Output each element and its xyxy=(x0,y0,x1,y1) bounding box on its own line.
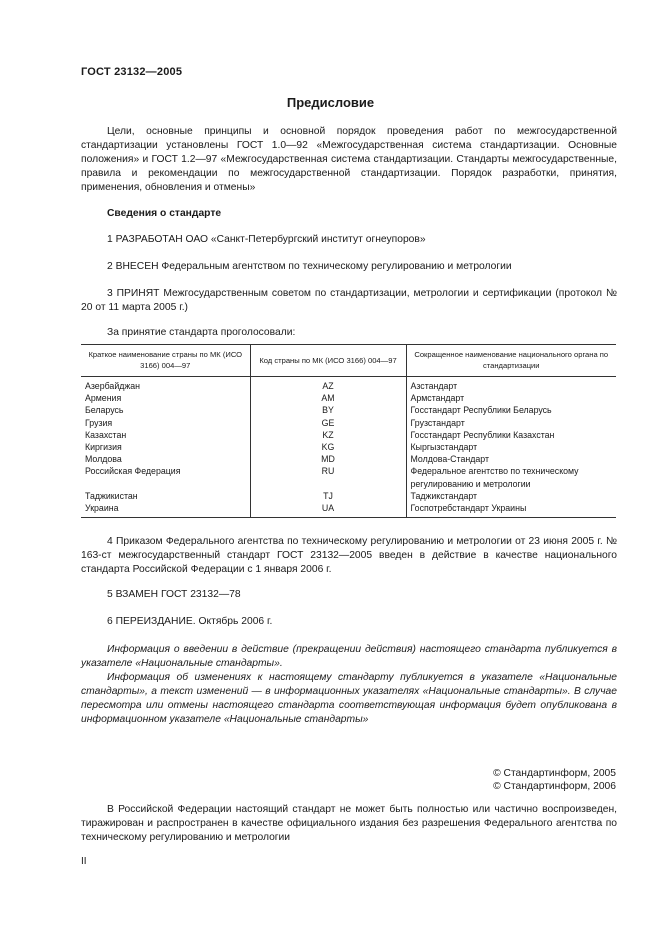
country-code: TJ xyxy=(250,490,406,502)
standards-body: Федеральное агентство по техническому регулированию и метрологии xyxy=(406,465,616,489)
standards-body: Молдова-Стандарт xyxy=(406,453,616,465)
table-header-row xyxy=(81,345,616,377)
table-row xyxy=(81,465,616,489)
header-country-code: Код страны по МК (ИСО 3166) 004—97 xyxy=(250,345,406,377)
standard-info-heading: Сведения о стандарте xyxy=(107,208,222,219)
info-item-order: 4 Приказом Федерального агентства по техническому регулированию и метрологии от 23 июня 2005 г. № 163-ст межгосударственный стандарт ГОСТ 23132—2005 введен в действие в качестве национального стандарта Российской Федерации с 1 января 2006 г. xyxy=(81,536,617,575)
note-amendments-info: Информация об изменениях к настоящему стандарту публикуется в указателе «Национальные стандарты», а текст изменений — в информационных указателях «Национальные стандарты». В случае пересмотра или отмены настоящего стандарта соответствующая информация будет опубликована в информационном указателе «Национальные стандарты» xyxy=(81,672,617,725)
standards-body: Госстандарт Республики Беларусь xyxy=(406,404,616,416)
country-name: Молдова xyxy=(85,454,122,465)
country-name: Киргизия xyxy=(85,442,122,453)
country-code: MD xyxy=(250,453,406,465)
table-row xyxy=(81,490,616,502)
table-row xyxy=(81,377,616,393)
table-row xyxy=(81,404,616,416)
country-code: AZ xyxy=(250,377,406,393)
country-name: Российская Федерация xyxy=(85,466,181,477)
country-code: BY xyxy=(250,404,406,416)
table-row xyxy=(81,392,616,404)
voting-table xyxy=(81,344,616,518)
header-country-name: Краткое наименование страны по МК (ИСО 3166) 004—97 xyxy=(81,345,250,377)
standards-body: Госпотребстандарт Украины xyxy=(406,502,616,518)
standards-body: Госстандарт Республики Казахстан xyxy=(406,429,616,441)
document-code-header: ГОСТ 23132—2005 xyxy=(81,66,183,78)
page-number: II xyxy=(81,856,87,867)
country-name: Таджикистан xyxy=(85,490,138,501)
standards-body: Грузстандарт xyxy=(406,417,616,429)
copyright-2006: © Стандартинформ, 2006 xyxy=(493,781,616,792)
table-row xyxy=(81,502,616,518)
standards-body: Азстандарт xyxy=(406,377,616,393)
standards-body: Таджикстандарт xyxy=(406,490,616,502)
country-name: Армения xyxy=(85,393,122,404)
note-introduction-info: Информация о введении в действие (прекращении действия) настоящего стандарта публикуется в указателе «Национальные стандарты». xyxy=(81,644,617,669)
copyright-2005: © Стандартинформ, 2005 xyxy=(493,768,616,779)
country-name: Казахстан xyxy=(85,429,127,440)
standards-body: Армстандарт xyxy=(406,392,616,404)
country-code: UA xyxy=(250,502,406,518)
info-item-developed: 1 РАЗРАБОТАН ОАО «Санкт-Петербургский институт огнеупоров» xyxy=(107,234,426,245)
table-row xyxy=(81,417,616,429)
table-row xyxy=(81,429,616,441)
info-item-adopted: 3 ПРИНЯТ Межгосударственным советом по стандартизации, метрологии и сертификации (протокол № 20 от 11 марта 2005 г.) xyxy=(81,288,617,313)
preface-title: Предисловие xyxy=(286,95,375,110)
preface-intro-paragraph: Цели, основные принципы и основной порядок проведения работ по межгосударственной стандартизации установлены ГОСТ 1.0—92 «Межгосударственная система стандартизации. Основные положения» и ГОСТ 1.2—97 «Межгосударственная система стандартизации. Стандарты межгосударственные, правила и рекомендации по межгосударственной стандартизации. Порядок разработки, принятия, применения, обновления и отмены» xyxy=(81,126,617,193)
country-name: Беларусь xyxy=(85,405,124,416)
country-code: RU xyxy=(250,465,406,489)
standards-body: Кыргызстандарт xyxy=(406,441,616,453)
country-code: AM xyxy=(250,392,406,404)
country-name: Азербайджан xyxy=(85,381,140,391)
country-code: GE xyxy=(250,417,406,429)
country-code: KZ xyxy=(250,429,406,441)
country-name: Грузия xyxy=(85,417,113,428)
info-item-reissue: 6 ПЕРЕИЗДАНИЕ. Октябрь 2006 г. xyxy=(107,616,273,627)
info-item-replaces: 5 ВЗАМЕН ГОСТ 23132—78 xyxy=(107,589,241,600)
country-name: Украина xyxy=(81,502,250,518)
table-row xyxy=(81,453,616,465)
table-row xyxy=(81,441,616,453)
legal-notice: В Российской Федерации настоящий стандарт не может быть полностью или частично воспроизведен, тиражирован и распространен в качестве официального издания без разрешения Федерального агентства по техническому регулированию и метрологии xyxy=(81,804,617,843)
info-item-introduced: 2 ВНЕСЕН Федеральным агентством по техническому регулированию и метрологии xyxy=(107,261,512,272)
header-standards-body: Сокращенное наименование национального органа по стандартизации xyxy=(406,345,616,377)
voted-label: За принятие стандарта проголосовали: xyxy=(107,327,296,338)
country-code: KG xyxy=(250,441,406,453)
